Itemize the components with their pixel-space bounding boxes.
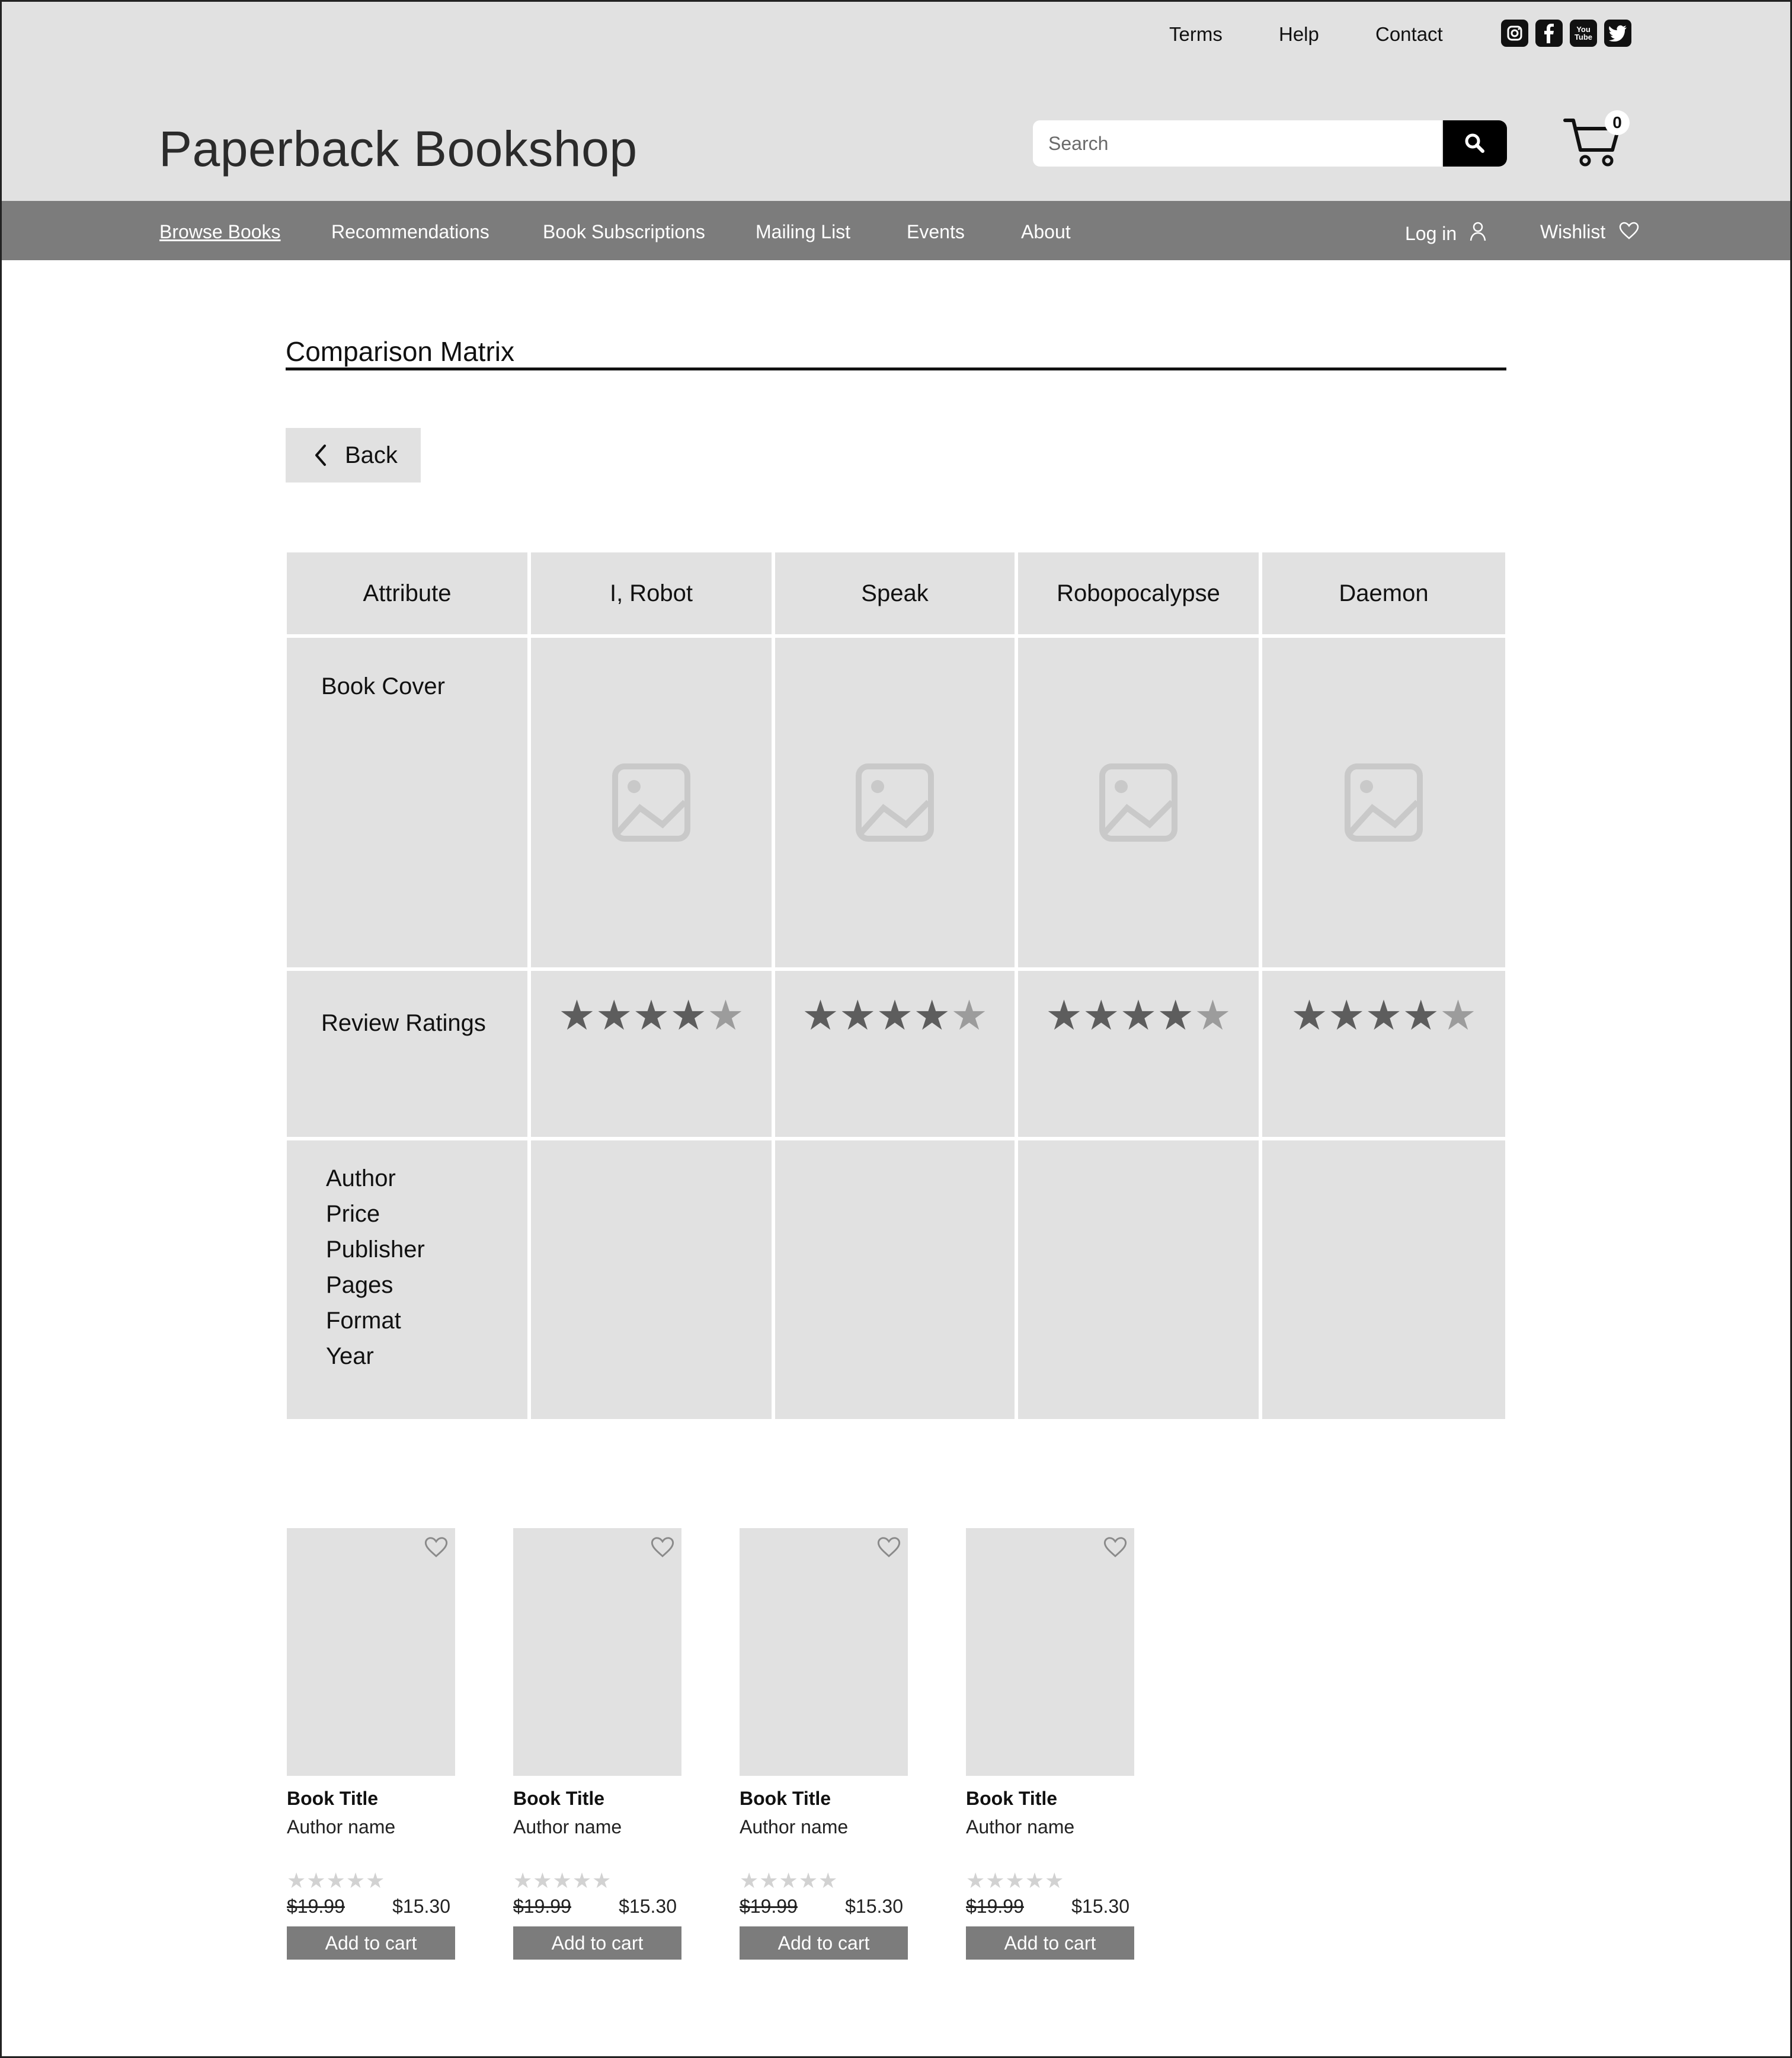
star-empty-icon: ★	[1439, 992, 1477, 1038]
sale-price: $15.30	[619, 1896, 677, 1917]
book-cover[interactable]	[287, 1528, 455, 1776]
star-filled-icon: ★	[595, 992, 633, 1038]
book-title[interactable]: Book Title	[740, 1788, 831, 1809]
back-button[interactable]	[286, 428, 421, 482]
sale-price: $15.30	[845, 1896, 903, 1917]
author-name: Author name	[287, 1816, 396, 1838]
sale-price: $15.30	[392, 1896, 450, 1917]
title-divider	[286, 368, 1506, 370]
youtube-label: You Tube	[1574, 25, 1593, 41]
image-placeholder-icon	[1099, 763, 1178, 842]
rating-cell	[1018, 971, 1259, 1137]
cart-count-badge: 0	[1605, 110, 1630, 135]
wishlist-heart-icon[interactable]	[1103, 1535, 1127, 1559]
attribute-price: Price	[326, 1201, 380, 1227]
matrix-header-book: I, Robot	[531, 552, 772, 634]
star-empty-icon: ★	[1194, 992, 1231, 1038]
nav-book-subscriptions[interactable]: Book Subscriptions	[543, 221, 705, 242]
star-filled-icon: ★	[1045, 992, 1083, 1038]
author-name: Author name	[966, 1816, 1075, 1838]
contact-link[interactable]: Contact	[1375, 23, 1443, 45]
login-link[interactable]	[1405, 221, 1487, 245]
star-rating: ★★★★★	[287, 1868, 386, 1893]
star-filled-icon: ★	[670, 992, 708, 1038]
star-filled-icon: ★	[1365, 992, 1403, 1038]
wishlist-link[interactable]	[1540, 221, 1639, 243]
star-rating: ★★★★★	[740, 1868, 839, 1893]
matrix-row-label-attributes	[287, 1140, 527, 1419]
review-stars	[775, 992, 1015, 1038]
youtube-icon[interactable]	[1570, 20, 1597, 47]
details-cell	[1262, 1140, 1505, 1419]
wishlist-label: Wishlist	[1540, 221, 1606, 242]
main-nav	[2, 201, 1790, 260]
review-stars	[531, 992, 772, 1038]
star-filled-icon: ★	[632, 992, 670, 1038]
book-cover[interactable]	[740, 1528, 908, 1776]
user-icon	[1469, 221, 1487, 241]
wishlist-heart-icon[interactable]	[877, 1535, 901, 1559]
add-to-cart-button[interactable]: Add to cart	[740, 1926, 908, 1960]
author-name: Author name	[740, 1816, 849, 1838]
image-placeholder-icon	[1344, 763, 1423, 842]
star-filled-icon: ★	[802, 992, 839, 1038]
search-input[interactable]	[1033, 120, 1442, 167]
page-title: Comparison Matrix	[286, 336, 514, 367]
attribute-publisher: Publisher	[326, 1236, 425, 1263]
details-cell	[1018, 1140, 1259, 1419]
matrix-header-book: Speak	[775, 552, 1015, 634]
review-stars	[1262, 992, 1505, 1038]
search-box	[1033, 120, 1442, 167]
rating-cell	[1262, 971, 1505, 1137]
book-title[interactable]: Book Title	[966, 1788, 1058, 1809]
login-label: Log in	[1405, 223, 1457, 244]
original-price: $19.99	[513, 1896, 571, 1917]
image-placeholder-icon	[612, 763, 691, 842]
rating-cell	[531, 971, 772, 1137]
wishlist-heart-icon[interactable]	[651, 1535, 674, 1559]
facebook-icon[interactable]	[1535, 20, 1563, 47]
review-stars	[1018, 992, 1259, 1038]
star-empty-icon: ★	[951, 992, 988, 1038]
rating-cell	[775, 971, 1015, 1137]
wishlist-heart-icon[interactable]	[424, 1535, 448, 1559]
details-cell	[775, 1140, 1015, 1419]
star-filled-icon: ★	[1119, 992, 1157, 1038]
attribute-format: Format	[326, 1308, 401, 1334]
star-filled-icon: ★	[1082, 992, 1120, 1038]
attribute-list	[326, 1161, 425, 1374]
attribute-pages: Pages	[326, 1272, 393, 1298]
add-to-cart-button[interactable]: Add to cart	[287, 1926, 455, 1960]
book-cover-cell	[1262, 638, 1505, 967]
attribute-year: Year	[326, 1343, 374, 1369]
star-filled-icon: ★	[876, 992, 914, 1038]
matrix-row-label-cover	[287, 638, 527, 967]
nav-mailing-list[interactable]: Mailing List	[756, 221, 851, 242]
author-name: Author name	[513, 1816, 622, 1838]
matrix-header-attribute: Attribute	[287, 552, 527, 634]
cover-label: Book Cover	[321, 673, 445, 699]
original-price: $19.99	[966, 1896, 1024, 1917]
details-cell	[531, 1140, 772, 1419]
book-cover-cell	[1018, 638, 1259, 967]
star-filled-icon: ★	[1157, 992, 1195, 1038]
star-filled-icon: ★	[1327, 992, 1365, 1038]
nav-recommendations[interactable]: Recommendations	[331, 221, 489, 242]
help-link[interactable]: Help	[1279, 23, 1319, 45]
matrix-header-book: Daemon	[1262, 552, 1505, 634]
nav-about[interactable]: About	[1021, 221, 1071, 242]
add-to-cart-button[interactable]: Add to cart	[966, 1926, 1134, 1960]
image-placeholder-icon	[855, 763, 935, 842]
terms-link[interactable]: Terms	[1169, 23, 1223, 45]
chevron-left-icon	[312, 443, 329, 467]
original-price: $19.99	[287, 1896, 345, 1917]
book-cover-cell	[531, 638, 772, 967]
original-price: $19.99	[740, 1896, 798, 1917]
attribute-author: Author	[326, 1165, 396, 1191]
nav-browse-books[interactable]: Browse Books	[159, 221, 281, 242]
heart-icon	[1619, 222, 1639, 239]
add-to-cart-button[interactable]: Add to cart	[513, 1926, 681, 1960]
star-filled-icon: ★	[839, 992, 876, 1038]
book-cover[interactable]	[966, 1528, 1134, 1776]
search-button[interactable]	[1443, 120, 1507, 167]
star-filled-icon: ★	[913, 992, 951, 1038]
instagram-icon[interactable]	[1501, 20, 1528, 47]
nav-events[interactable]: Events	[907, 221, 965, 242]
book-cover-cell	[775, 638, 1015, 967]
sale-price: $15.30	[1071, 1896, 1129, 1917]
star-filled-icon: ★	[1402, 992, 1440, 1038]
book-title[interactable]: Book Title	[513, 1788, 605, 1809]
star-filled-icon: ★	[1291, 992, 1328, 1038]
matrix-row-label-ratings	[287, 971, 527, 1137]
star-empty-icon: ★	[707, 992, 744, 1038]
star-rating: ★★★★★	[513, 1868, 612, 1893]
site-header	[2, 2, 1790, 201]
matrix-header-book: Robopocalypse	[1018, 552, 1259, 634]
brand-logo[interactable]: Paperback Bookshop	[159, 121, 638, 177]
ratings-label: Review Ratings	[321, 1010, 486, 1036]
star-rating: ★★★★★	[966, 1868, 1065, 1893]
book-title[interactable]: Book Title	[287, 1788, 379, 1809]
search-icon	[1463, 132, 1487, 155]
back-label: Back	[345, 442, 398, 468]
book-cover[interactable]	[513, 1528, 681, 1776]
star-filled-icon: ★	[558, 992, 596, 1038]
twitter-icon[interactable]	[1604, 20, 1631, 47]
